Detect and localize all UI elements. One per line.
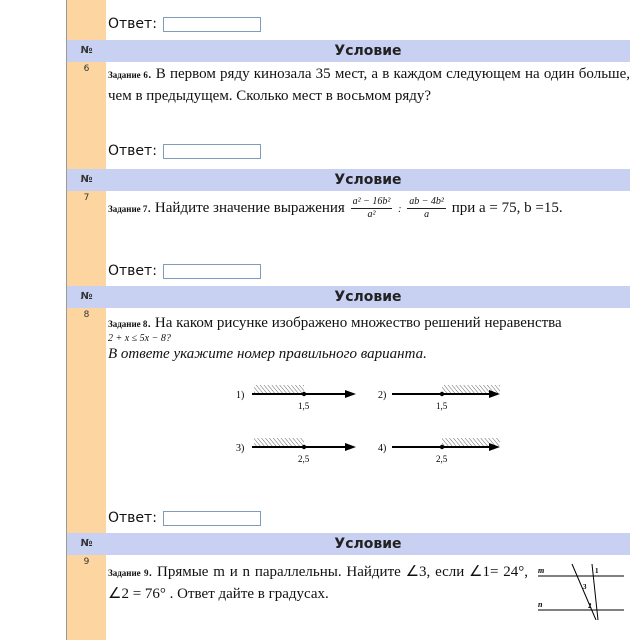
num-cell-bg-7 [67, 191, 106, 286]
label-n: n [538, 600, 543, 609]
answer-input-8[interactable] [163, 511, 261, 526]
task-6-text [108, 64, 630, 107]
task-number-6: 6 [83, 64, 90, 74]
option-3-label: 3) [236, 443, 245, 454]
header-condition: Условие [334, 536, 402, 552]
option-4[interactable] [378, 438, 500, 464]
colon-sign: : [398, 203, 402, 215]
inequality-text: 2 + x ≤ 5x − 8? [108, 333, 171, 344]
task-number-7: 7 [83, 193, 90, 203]
answer-input-7[interactable] [163, 264, 261, 279]
label-angle-3: 3 [583, 583, 587, 591]
option-2-label: 2) [378, 390, 387, 401]
header-condition: Условие [334, 289, 402, 305]
num-cell-bg-8 [67, 308, 106, 533]
task-body-a: . На каком рисунке изображено множество решений неравенства [147, 315, 562, 331]
task-number-8: 8 [83, 310, 90, 320]
fraction-2-numerator: ab − 4b² [409, 196, 444, 207]
option-1-point-label: 1,5 [298, 401, 310, 411]
task-body-a: . Найдите значение выражения [147, 199, 345, 216]
table-header-8 [67, 286, 630, 308]
label-m: m [538, 566, 545, 575]
header-num: № [80, 174, 93, 185]
header-condition: Условие [334, 172, 402, 188]
task-8-instruction: В ответе укажите номер правильного варианта. [108, 346, 427, 362]
option-3-arrow [345, 443, 356, 451]
option-3[interactable] [236, 438, 356, 464]
fraction-1-denominator: a² [367, 209, 376, 220]
table-header-7 [67, 169, 630, 191]
option-2[interactable] [378, 385, 500, 411]
option-4-point-label: 2,5 [436, 454, 448, 464]
inequality [108, 331, 630, 345]
answer-input-6[interactable] [163, 144, 261, 159]
fraction-1-numerator: a² − 16b² [352, 196, 391, 207]
task-label: Задание 9 [108, 568, 149, 578]
task-body: . Прямые m и n параллельны. Найдите ∠3, если ∠1= 24°, ∠2 = 76° . Ответ дайте в градусах. [108, 564, 528, 602]
header-num: № [80, 538, 93, 549]
fraction-2-denominator: a [424, 209, 430, 220]
answer-row-8 [108, 510, 261, 526]
option-4-point [440, 445, 444, 449]
option-2-point [440, 392, 444, 396]
task-label: Задание 8 [108, 319, 148, 329]
header-num: № [80, 45, 93, 56]
fraction-2 [407, 196, 446, 221]
option-1-label: 1) [236, 390, 245, 401]
num-cell-bg-6 [67, 62, 106, 169]
answer-label: Ответ: [108, 263, 157, 279]
task-body-b: при a = 75, b =15. [451, 199, 563, 216]
task-label: Задание 7 [108, 203, 148, 214]
task-7-text [108, 196, 630, 221]
option-1[interactable] [236, 385, 356, 411]
task-label: Задание 6 [108, 70, 148, 80]
header-num: № [80, 291, 93, 302]
option-3-point [302, 445, 306, 449]
option-2-point-label: 1,5 [436, 401, 448, 411]
answer-input-5[interactable] [163, 17, 261, 32]
answer-row-5 [108, 16, 261, 32]
label-angle-2: 2 [588, 602, 592, 610]
option-3-hatch [254, 438, 304, 446]
num-cell-bg-5 [67, 0, 106, 40]
task-9-text [108, 562, 528, 605]
option-1-hatch [254, 385, 304, 393]
answer-row-7 [108, 263, 261, 279]
header-condition: Условие [334, 43, 402, 59]
answer-label: Ответ: [108, 143, 157, 159]
task-number-9: 9 [83, 557, 90, 567]
answer-label: Ответ: [108, 16, 157, 32]
option-1-arrow [345, 390, 356, 398]
option-1-point [302, 392, 306, 396]
table-header-6 [67, 40, 630, 62]
answer-row-6 [108, 143, 261, 159]
task-body: . В первом ряду кинозала 35 мест, а в каждом следующем на один больше, чем в предыдущем. Сколько мест в восьмом ряду? [108, 66, 630, 104]
num-cell-bg-9 [67, 555, 106, 640]
label-angle-1: 1 [595, 567, 599, 575]
answer-label: Ответ: [108, 510, 157, 526]
option-4-label: 4) [378, 443, 387, 454]
option-3-point-label: 2,5 [298, 454, 310, 464]
table-header-9 [67, 533, 630, 555]
number-line-options [232, 380, 512, 470]
fraction-1 [351, 196, 393, 221]
parallel-lines-figure [534, 562, 628, 620]
